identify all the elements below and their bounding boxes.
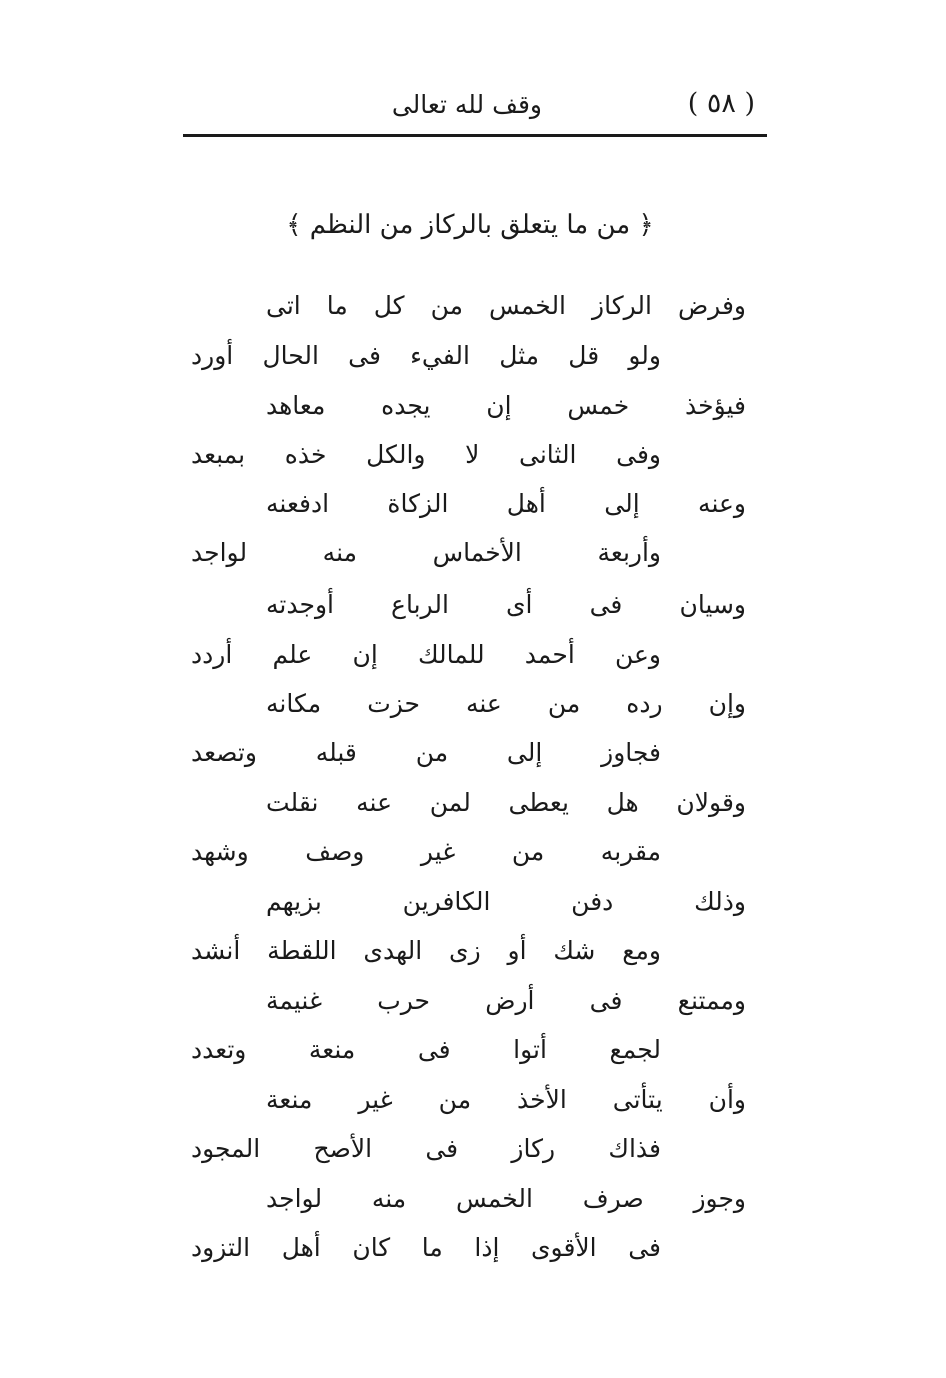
verse-5-first-hemistich: وإن رده من عنه حزت مكانه (266, 689, 746, 718)
running-title: وقف لله تعالى (391, 90, 542, 119)
verse-8-first-hemistich: وممتنع فى أرض حرب غنيمة (266, 986, 746, 1015)
verse-2-second-hemistich: وفى الثانى لا والكل خذه بمبعد (191, 440, 661, 469)
verse-9-second-hemistich: فذاك ركاز فى الأصح المجود (191, 1134, 661, 1163)
verse-7-second-hemistich: ومع شك أو زى الهدى اللقطة أنشد (191, 936, 661, 965)
verse-4-first-hemistich: وسيان فى أى الرباع أوجدته (266, 590, 746, 619)
verse-10-first-hemistich: وجوز صرف الخمس منه لواجد (266, 1184, 746, 1213)
verse-5-second-hemistich: فجاوز إلى من قبله وتصعد (191, 738, 661, 767)
verse-6-first-hemistich: وقولان هل يعطى لمن عنه نقلت (266, 788, 746, 817)
verse-1-first-hemistich: وفرض الركاز الخمس من كل ما اتى (266, 291, 746, 320)
verse-3-first-hemistich: وعنه إلى أهل الزكاة ادفعنه (266, 489, 746, 518)
verse-8-second-hemistich: لجمع أتوا فى منعة وتعدد (191, 1035, 661, 1064)
page-number: ( ٥٨ ) (687, 88, 755, 119)
verse-2-first-hemistich: فيؤخذ خمس إن يجده معاهد (266, 391, 746, 420)
verse-1-second-hemistich: ولو قل مثل الفيء فى الحال أورد (191, 341, 661, 370)
verse-6-second-hemistich: مقربه من غير وصف وشهد (191, 837, 661, 866)
verse-10-second-hemistich: فى الأقوى إذا ما كان أهل التزود (191, 1233, 661, 1262)
verse-7-first-hemistich: وذلك دفن الكافرين بزيهم (266, 887, 746, 916)
verse-9-first-hemistich: وأن يتأتى الأخذ من غير منعة (266, 1085, 746, 1114)
verse-3-second-hemistich: وأربعة الأخماس منه لواجد (191, 538, 661, 567)
section-heading: ﴿ من ما يتعلق بالركاز من النظم ﴾ (286, 210, 654, 240)
verse-4-second-hemistich: وعن أحمد للمالك إن علم أردد (191, 640, 661, 669)
